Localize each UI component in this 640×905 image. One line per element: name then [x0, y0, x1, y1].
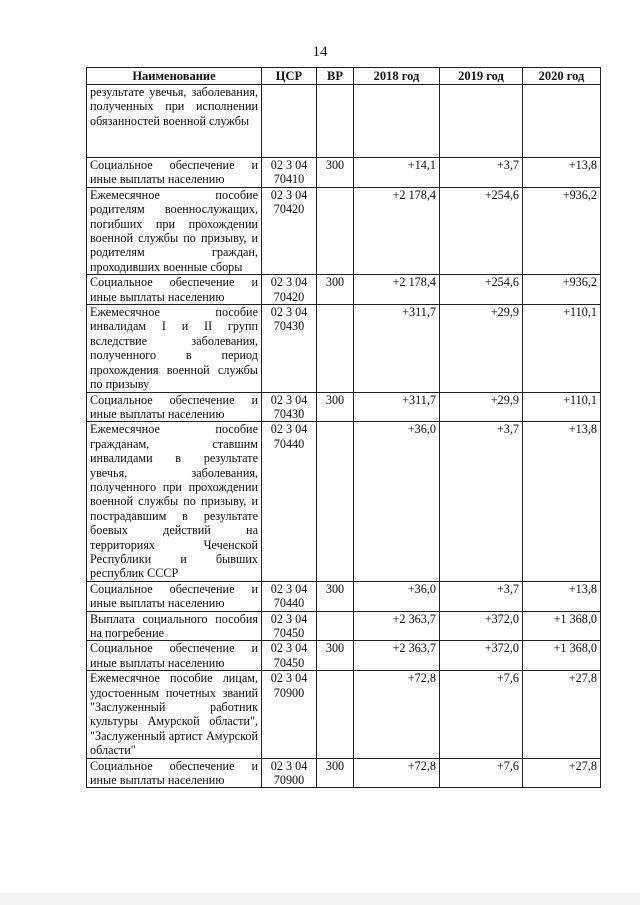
row-2019: +372,0: [440, 611, 523, 641]
budget-table: [86, 67, 601, 788]
row-2019: +254,6: [440, 187, 523, 274]
row-name: Ежемесячное пособие гражданам, ставшим инвалидами в результате увечья, заболевания, полученного при прохождении военной службы по призыву, и пострадавшим в результате боевых действий на территориях Чеченской Республики и бывших республик СССР: [87, 422, 262, 581]
row-2018: +36,0: [354, 422, 440, 581]
row-2019: +29,9: [440, 305, 523, 392]
row-2019: +372,0: [440, 641, 523, 671]
row-vr: [317, 611, 354, 641]
row-2020: +1 368,0: [523, 611, 601, 641]
row-name: Ежемесячное пособие лицам, удостоенным почетных званий "Заслуженный работник культуры Амурской области", "Заслуженный артист Амурской области": [87, 671, 262, 758]
table-row: [87, 671, 601, 758]
row-csr: 02 3 04 70430: [262, 392, 317, 422]
row-2020: +13,8: [523, 158, 601, 188]
row-2019: +7,6: [440, 758, 523, 788]
row-2018: +72,8: [354, 758, 440, 788]
header-name: Наименование: [87, 68, 262, 85]
table-row: [87, 422, 601, 581]
header-vr: ВР: [317, 68, 354, 85]
row-2020: +13,8: [523, 422, 601, 581]
row-2020: +110,1: [523, 392, 601, 422]
row-name: Ежемесячное пособие инвалидам I и II групп вследствие заболевания, полученного в период прохождения военной службы по призыву: [87, 305, 262, 392]
scan-bottom-edge: [0, 893, 640, 905]
page-number: 14: [312, 44, 328, 60]
table-row: [87, 187, 601, 274]
row-2020: +936,2: [523, 187, 601, 274]
row-2019: +29,9: [440, 392, 523, 422]
row-2020: [523, 85, 601, 158]
row-2018: +2 363,7: [354, 641, 440, 671]
row-2019: +3,7: [440, 422, 523, 581]
row-vr: 300: [317, 392, 354, 422]
row-2020: +936,2: [523, 275, 601, 305]
row-2020: +27,8: [523, 671, 601, 758]
row-2018: +2 178,4: [354, 187, 440, 274]
row-csr: 02 3 04 70430: [262, 305, 317, 392]
table-row: [87, 581, 601, 611]
row-2018: +14,1: [354, 158, 440, 188]
row-name: Социальное обеспечение и иные выплаты населению: [87, 641, 262, 671]
row-vr: 300: [317, 641, 354, 671]
row-vr: [317, 305, 354, 392]
row-csr: 02 3 04 70900: [262, 758, 317, 788]
table-row: [87, 641, 601, 671]
row-2018: +36,0: [354, 581, 440, 611]
row-2018: +2 178,4: [354, 275, 440, 305]
table-row: [87, 611, 601, 641]
row-vr: [317, 85, 354, 158]
row-2018: [354, 85, 440, 158]
row-vr: 300: [317, 158, 354, 188]
row-2019: +3,7: [440, 158, 523, 188]
row-vr: [317, 671, 354, 758]
row-name: Выплата социального пособия на погребение: [87, 611, 262, 641]
row-2020: +110,1: [523, 305, 601, 392]
row-name: результате увечья, заболевания, полученных при исполнении обязанностей военной службы: [87, 85, 262, 158]
row-2020: +27,8: [523, 758, 601, 788]
header-2019: 2019 год: [440, 68, 523, 85]
table-row: [87, 758, 601, 788]
row-vr: 300: [317, 275, 354, 305]
row-vr: [317, 187, 354, 274]
row-vr: 300: [317, 758, 354, 788]
row-csr: 02 3 04 70450: [262, 641, 317, 671]
row-2018: +311,7: [354, 392, 440, 422]
table-row: [87, 85, 601, 158]
row-name: Социальное обеспечение и иные выплаты населению: [87, 275, 262, 305]
row-name: Социальное обеспечение и иные выплаты населению: [87, 758, 262, 788]
row-csr: 02 3 04 70440: [262, 422, 317, 581]
table-row: [87, 305, 601, 392]
row-2018: +2 363,7: [354, 611, 440, 641]
row-2018: +72,8: [354, 671, 440, 758]
row-csr: 02 3 04 70440: [262, 581, 317, 611]
row-2020: +13,8: [523, 581, 601, 611]
row-2019: +7,6: [440, 671, 523, 758]
row-csr: 02 3 04 70420: [262, 187, 317, 274]
row-vr: [317, 422, 354, 581]
row-2019: +3,7: [440, 581, 523, 611]
row-name: Социальное обеспечение и иные выплаты населению: [87, 581, 262, 611]
table-row: [87, 392, 601, 422]
table-row: [87, 275, 601, 305]
header-2018: 2018 год: [354, 68, 440, 85]
row-name: Социальное обеспечение и иные выплаты населению: [87, 392, 262, 422]
row-csr: 02 3 04 70900: [262, 671, 317, 758]
row-2019: +254,6: [440, 275, 523, 305]
row-csr: 02 3 04 70410: [262, 158, 317, 188]
table-row: [87, 158, 601, 188]
row-2018: +311,7: [354, 305, 440, 392]
row-csr: [262, 85, 317, 158]
table-header-row: [87, 68, 601, 85]
row-vr: 300: [317, 581, 354, 611]
row-name: Ежемесячное пособие родителям военнослужащих, погибших при прохождении военной службы по призыву, и родителям граждан, проходивших военные сборы: [87, 187, 262, 274]
row-csr: 02 3 04 70420: [262, 275, 317, 305]
row-2019: [440, 85, 523, 158]
row-csr: 02 3 04 70450: [262, 611, 317, 641]
row-2020: +1 368,0: [523, 641, 601, 671]
row-name: Социальное обеспечение и иные выплаты населению: [87, 158, 262, 188]
header-csr: ЦСР: [262, 68, 317, 85]
header-2020: 2020 год: [523, 68, 601, 85]
